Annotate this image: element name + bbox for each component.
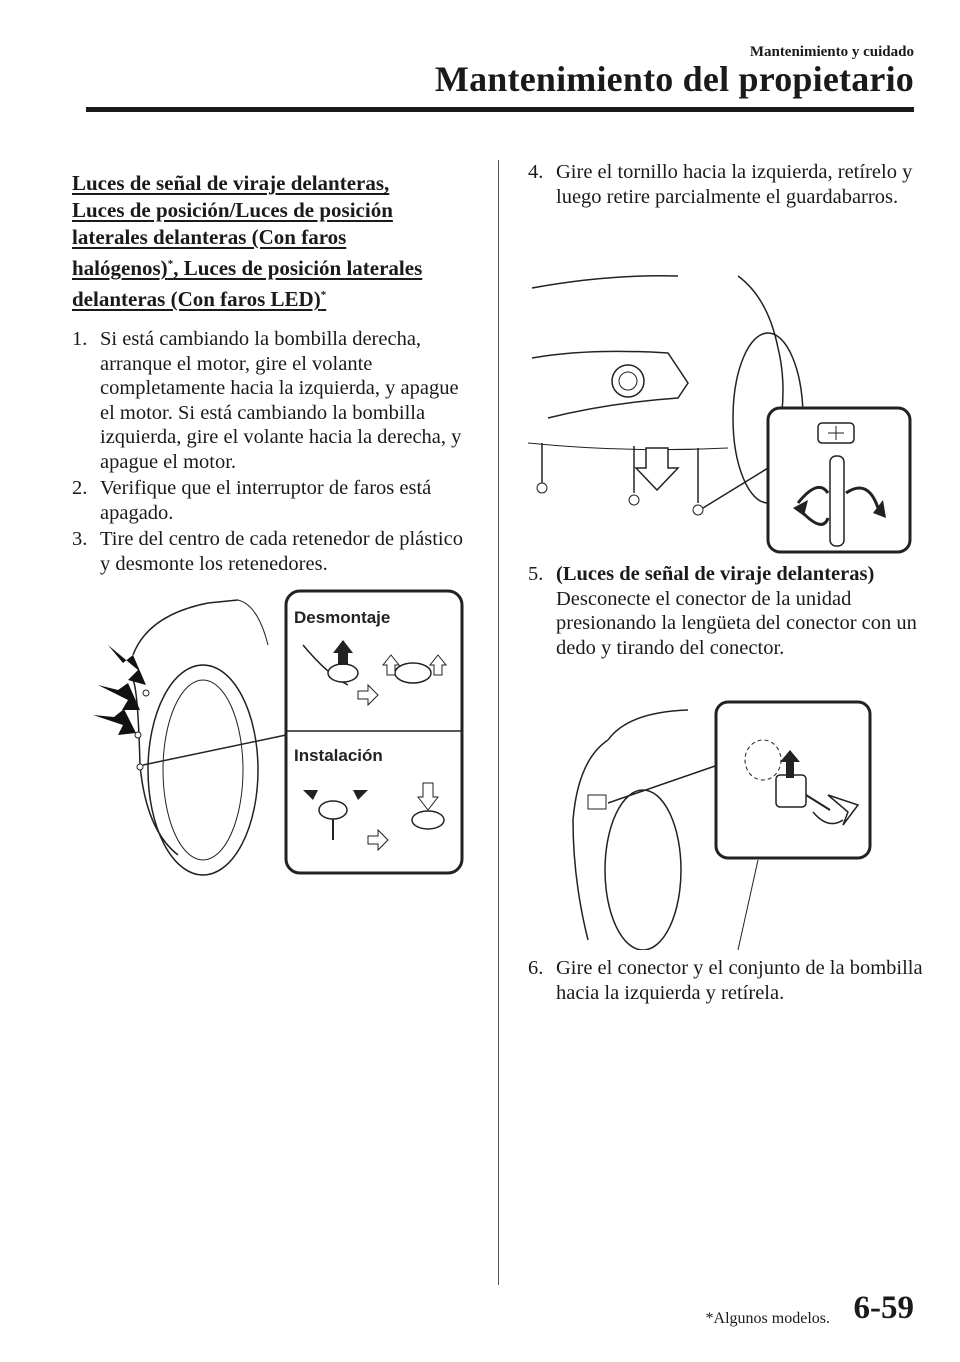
step-bold-text: (Luces de señal de viraje delanteras)	[556, 563, 875, 585]
page-title: Mantenimiento del propietario	[434, 59, 914, 99]
right-column-c	[528, 956, 928, 1007]
step-item	[528, 562, 928, 660]
steps-list-left	[72, 327, 472, 576]
footnote-marker: *	[167, 258, 174, 270]
heading-line: delanteras (Con faros LED)	[72, 287, 321, 311]
step-item	[72, 476, 472, 525]
header-rule	[86, 107, 914, 112]
step-text: Verifique que el interruptor de faros está apagado.	[100, 477, 432, 524]
steps-list-right-c	[528, 956, 928, 1005]
right-column	[528, 160, 928, 211]
step-item	[528, 956, 928, 1005]
retainer-illustration	[88, 585, 468, 880]
step-item	[528, 160, 928, 209]
step-number: 2.	[72, 477, 88, 499]
step-text: Gire el tornillo hacia la izquierda, retírelo y luego retire parcialmente el guardabarros.	[556, 161, 913, 208]
section-heading	[72, 170, 472, 313]
steps-list-right-a	[528, 160, 928, 209]
step-number: 1.	[72, 328, 88, 350]
heading-line: , Luces de posición laterales	[173, 256, 423, 280]
step-number: 4.	[528, 161, 544, 183]
step-text: Gire el conector y el conjunto de la bombilla hacia la izquierda y retírela.	[556, 957, 923, 1004]
step-text: Desconecte el conector de la unidad presionando la lengüeta del conector con un dedo y tirando del conector.	[556, 587, 917, 659]
heading-line: laterales delanteras (Con faros	[72, 225, 347, 249]
heading-line: Luces de señal de viraje delanteras,	[72, 171, 390, 195]
right-column-b	[528, 562, 928, 662]
footnote-marker: *	[320, 289, 327, 301]
step-number: 3.	[72, 528, 88, 550]
header-section-label: Mantenimiento y cuidado	[749, 44, 914, 60]
step-number: 5.	[528, 563, 544, 585]
step-text: Tire del centro de cada retenedor de plástico y desmonte los retenedores.	[100, 528, 463, 575]
step-text: Si está cambiando la bombilla derecha, arranque el motor, gire el volante completamente hacia la izquierda, y apague el motor. Si está cambiando la bombilla izquierda, gire el volante hacia la derecha, y apague el motor.	[100, 328, 462, 473]
step-number: 6.	[528, 957, 544, 979]
step-item	[72, 327, 472, 474]
left-column	[72, 170, 472, 578]
column-divider	[498, 160, 499, 1285]
screw-illustration	[528, 268, 914, 556]
installation-label: Instalación	[294, 746, 383, 765]
footnote: *Algunos modelos.	[705, 1310, 830, 1327]
page-number: 6-59	[853, 1290, 914, 1326]
removal-label: Desmontaje	[294, 608, 391, 627]
heading-line: halógenos)	[72, 256, 168, 280]
step-item	[72, 527, 472, 576]
heading-line: Luces de posición/Luces de posición	[72, 198, 393, 222]
steps-list-right-b	[528, 562, 928, 660]
connector-illustration	[568, 700, 874, 950]
